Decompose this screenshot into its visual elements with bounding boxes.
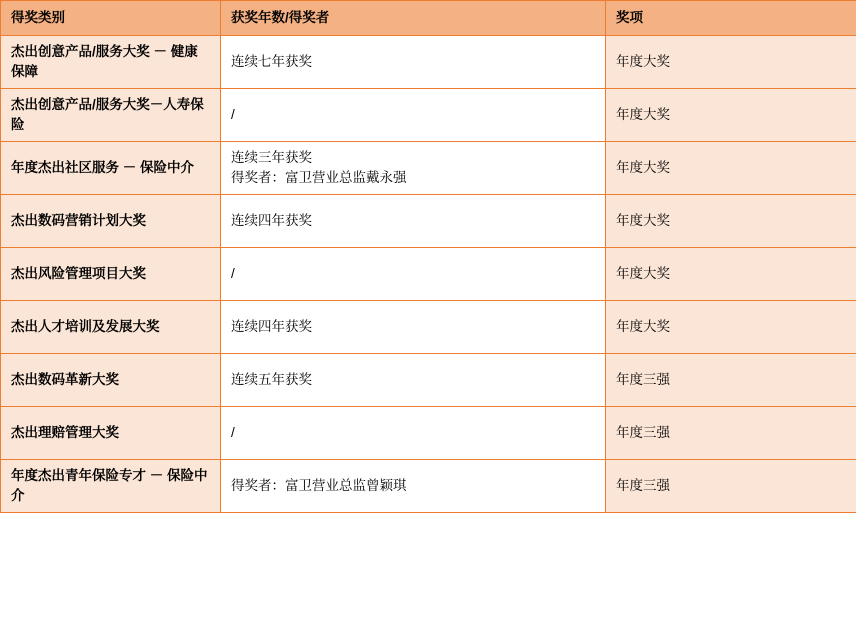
table-row: [1, 301, 856, 354]
award-detail-line: 连续三年获奖: [231, 150, 312, 166]
table-row: [1, 195, 856, 248]
award-details-cell: [221, 301, 606, 354]
award-details-cell: [221, 354, 606, 407]
award-category-cell: 杰出创意产品/服务大奖 － 健康保障: [1, 36, 221, 89]
award-detail-line: 连续四年获奖: [231, 319, 312, 335]
award-details-cell: [221, 142, 606, 195]
award-prize-cell: 年度大奖: [606, 36, 856, 89]
award-category-cell: 杰出人才培训及发展大奖: [1, 301, 221, 354]
column-header-years-recipient: 获奖年数/得奖者: [221, 1, 606, 36]
table-row: [1, 36, 856, 89]
award-category-cell: 杰出创意产品/服务大奖－人寿保险: [1, 89, 221, 142]
award-prize-cell: 年度三强: [606, 460, 856, 513]
award-detail-line: /: [231, 266, 235, 282]
award-category-cell: 杰出数码革新大奖: [1, 354, 221, 407]
award-prize-cell: 年度大奖: [606, 195, 856, 248]
table-row: [1, 354, 856, 407]
award-details-cell: [221, 195, 606, 248]
award-detail-line: 得奖者：富卫营业总监戴永强: [231, 170, 407, 185]
award-details-cell: [221, 89, 606, 142]
award-prize-cell: 年度大奖: [606, 89, 856, 142]
award-category-cell: 杰出风险管理项目大奖: [1, 248, 221, 301]
table-body: [1, 36, 856, 513]
award-details-cell: [221, 36, 606, 89]
award-detail-line: /: [231, 107, 235, 123]
award-detail-line: 连续五年获奖: [231, 372, 312, 388]
award-detail-line: 连续四年获奖: [231, 213, 312, 229]
award-category-cell: 年度杰出社区服务 － 保险中介: [1, 142, 221, 195]
award-detail-line: 得奖者：富卫营业总监曾颖琪: [231, 478, 407, 494]
award-prize-cell: 年度大奖: [606, 301, 856, 354]
award-prize-cell: 年度三强: [606, 354, 856, 407]
award-prize-cell: 年度大奖: [606, 248, 856, 301]
table-row: [1, 460, 856, 513]
award-detail-line: /: [231, 425, 235, 441]
table-row: [1, 89, 856, 142]
table-row: [1, 142, 856, 195]
award-category-cell: 杰出数码营销计划大奖: [1, 195, 221, 248]
award-prize-cell: 年度大奖: [606, 142, 856, 195]
award-details-cell: [221, 407, 606, 460]
award-detail-line: 连续七年获奖: [231, 54, 312, 70]
award-category-cell: 杰出理赔管理大奖: [1, 407, 221, 460]
award-details-cell: [221, 248, 606, 301]
column-header-prize: 奖项: [606, 1, 856, 36]
column-header-category: 得奖类别: [1, 1, 221, 36]
table-header: [1, 1, 856, 36]
award-details-cell: [221, 460, 606, 513]
table-header-row: [1, 1, 856, 36]
table-row: [1, 407, 856, 460]
table-row: [1, 248, 856, 301]
award-category-cell: 年度杰出青年保险专才 － 保险中介: [1, 460, 221, 513]
award-prize-cell: 年度三强: [606, 407, 856, 460]
